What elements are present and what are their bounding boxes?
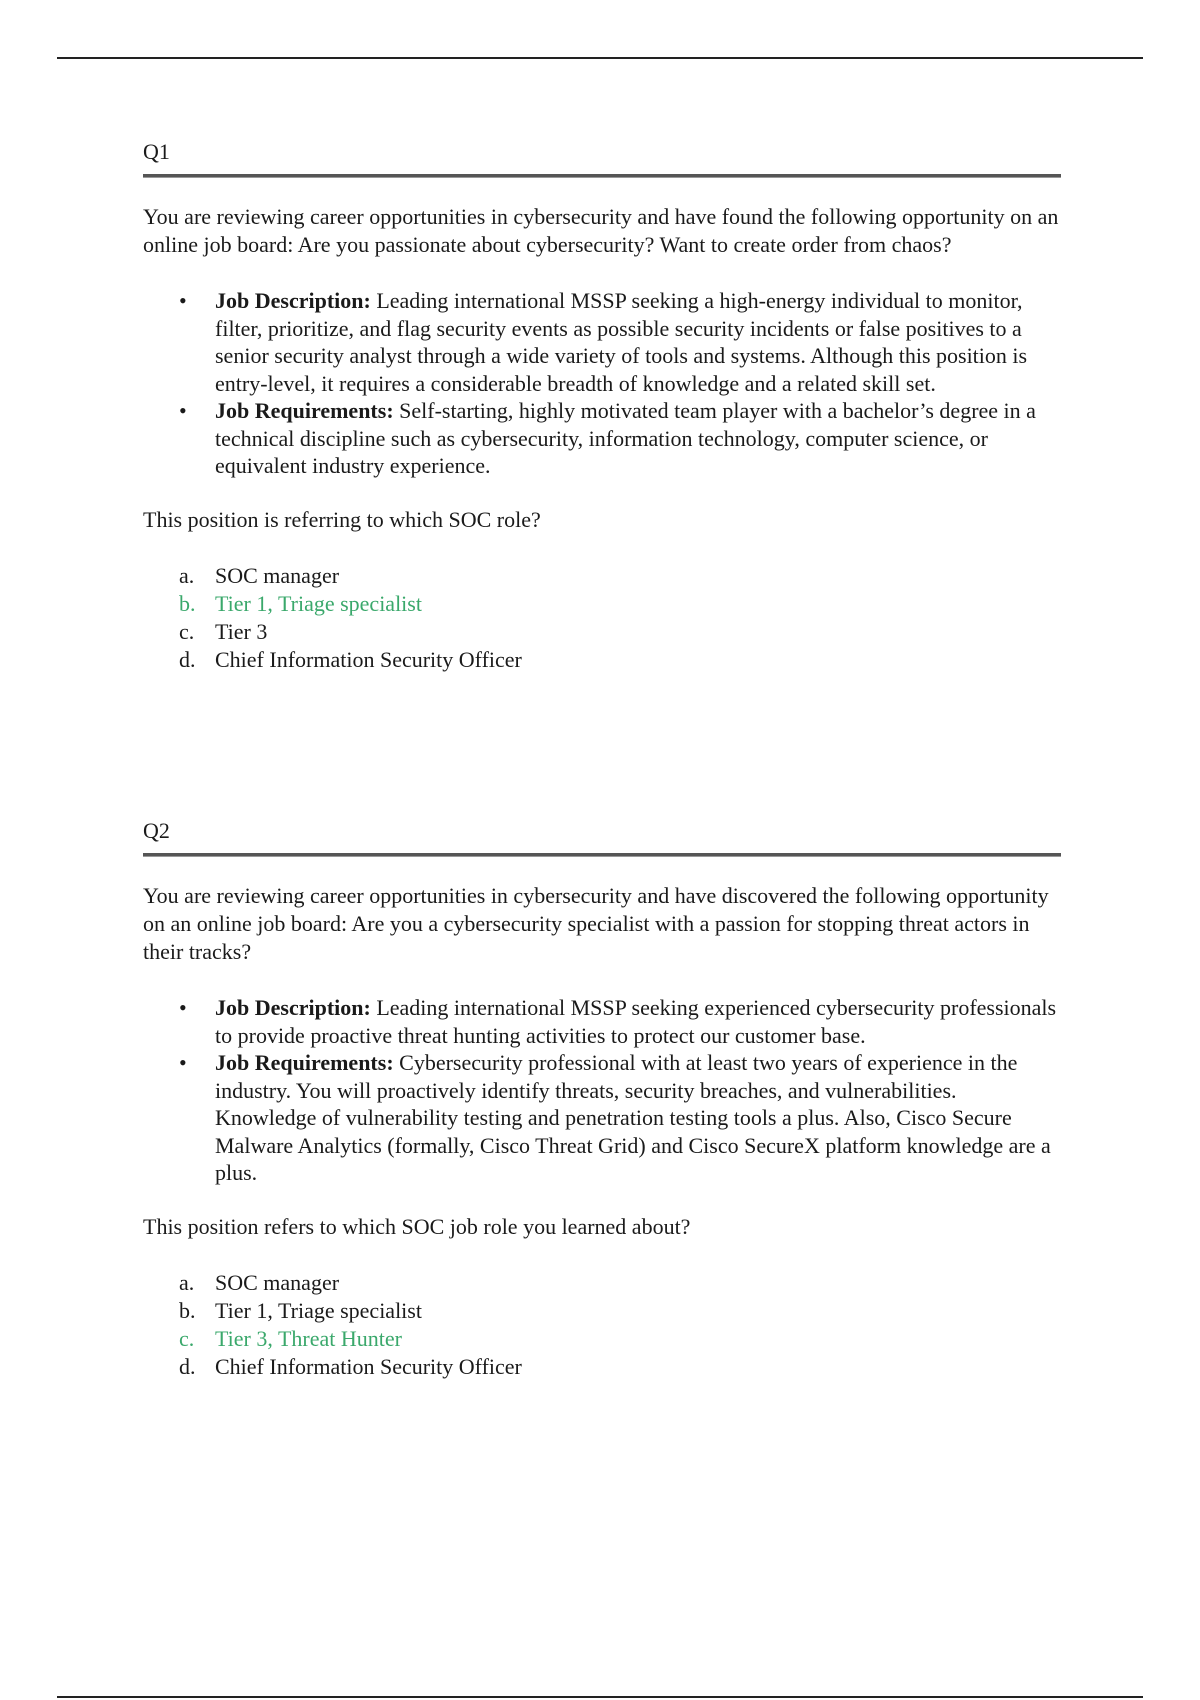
option-text: Chief Information Security Officer xyxy=(215,646,522,672)
answer-option-d[interactable] xyxy=(143,646,1061,674)
option-letter: b. xyxy=(179,590,196,616)
option-letter: b. xyxy=(179,1297,196,1323)
question-2 xyxy=(143,817,1061,1381)
question-intro: You are reviewing career opportunities in cybersecurity and have discovered the following opportunity on an online job board: Are you a cybersecurity specialist with a passion for stopping threat actors in their tracks? xyxy=(143,883,1049,964)
bullet-item-job-requirements xyxy=(143,1049,1061,1187)
option-letter: d. xyxy=(179,1353,196,1379)
bullet-icon: • xyxy=(179,1050,187,1075)
option-text: Chief Information Security Officer xyxy=(215,1353,522,1379)
question-1 xyxy=(143,138,1061,674)
option-letter: c. xyxy=(179,1325,195,1351)
bullet-item-job-description xyxy=(143,287,1061,397)
answer-option-a[interactable] xyxy=(143,1269,1061,1297)
question-heading: Q2 xyxy=(143,818,170,843)
option-letter: a. xyxy=(179,562,195,588)
bullet-text: Leading international MSSP seeking a high-energy individual to monitor, filter, prioritize, and flag security events as possible security incidents or false positives to a senior security analyst through a wide variety of tools and systems. Although this position is entry-level, it requires a considerable breadth of knowledge and a related skill set. xyxy=(215,288,1028,396)
answer-option-d[interactable] xyxy=(143,1353,1061,1381)
question-heading-rule xyxy=(143,853,1061,857)
bullet-icon: • xyxy=(179,288,187,313)
answer-option-b[interactable] xyxy=(143,1297,1061,1325)
bullet-icon: • xyxy=(179,398,187,423)
bullet-label: Job Description: xyxy=(215,995,371,1020)
bullet-icon: • xyxy=(179,995,187,1020)
answer-option-c[interactable] xyxy=(143,618,1061,646)
bullet-label: Job Description: xyxy=(215,288,371,313)
option-letter: d. xyxy=(179,646,196,672)
option-text: Tier 1, Triage specialist xyxy=(215,590,422,616)
option-text: Tier 3 xyxy=(215,618,268,644)
question-prompt: This position refers to which SOC job role you learned about? xyxy=(143,1213,691,1239)
bullet-label: Job Requirements: xyxy=(215,398,394,423)
question-heading-rule xyxy=(143,174,1061,178)
bullet-text: Leading international MSSP seeking experienced cybersecurity professionals to provide proactive threat hunting activities to protect our customer base. xyxy=(215,995,1057,1048)
option-letter: a. xyxy=(179,1269,195,1295)
bullet-item-job-requirements xyxy=(143,397,1061,480)
page-top-rule xyxy=(57,57,1143,59)
answer-option-c-correct[interactable] xyxy=(143,1325,1061,1353)
bullet-text: Cybersecurity professional with at least two years of experience in the industry. You will proactively identify threats, security breaches, and vulnerabilities. Knowledge of vulnerability testing and penetration testing tools a plus. Also, Cisco Secure Malware Analytics (formally, Cisco Threat Grid) and Cisco SecureX platform knowledge are a plus. xyxy=(215,1050,1051,1185)
option-text: SOC manager xyxy=(215,562,340,588)
job-bullet-list xyxy=(143,994,1061,1187)
option-letter: c. xyxy=(179,618,195,644)
bullet-item-job-description xyxy=(143,994,1061,1049)
question-intro: You are reviewing career opportunities in cybersecurity and have found the following opportunity on an online job board: Are you passionate about cybersecurity? Want to create order from chaos? xyxy=(143,204,1059,257)
question-heading: Q1 xyxy=(143,139,170,164)
page-bottom-rule xyxy=(57,1696,1143,1698)
option-text: Tier 3, Threat Hunter xyxy=(215,1325,402,1351)
job-bullet-list xyxy=(143,287,1061,480)
option-text: Tier 1, Triage specialist xyxy=(215,1297,422,1323)
answer-option-list xyxy=(143,562,1061,674)
answer-option-b-correct[interactable] xyxy=(143,590,1061,618)
option-text: SOC manager xyxy=(215,1269,340,1295)
answer-option-a[interactable] xyxy=(143,562,1061,590)
bullet-label: Job Requirements: xyxy=(215,1050,394,1075)
answer-option-list xyxy=(143,1269,1061,1381)
bullet-text: Self-starting, highly motivated team player with a bachelor’s degree in a technical discipline such as cybersecurity, information technology, computer science, or equivalent industry experience. xyxy=(215,398,1036,478)
question-prompt: This position is referring to which SOC role? xyxy=(143,506,541,532)
